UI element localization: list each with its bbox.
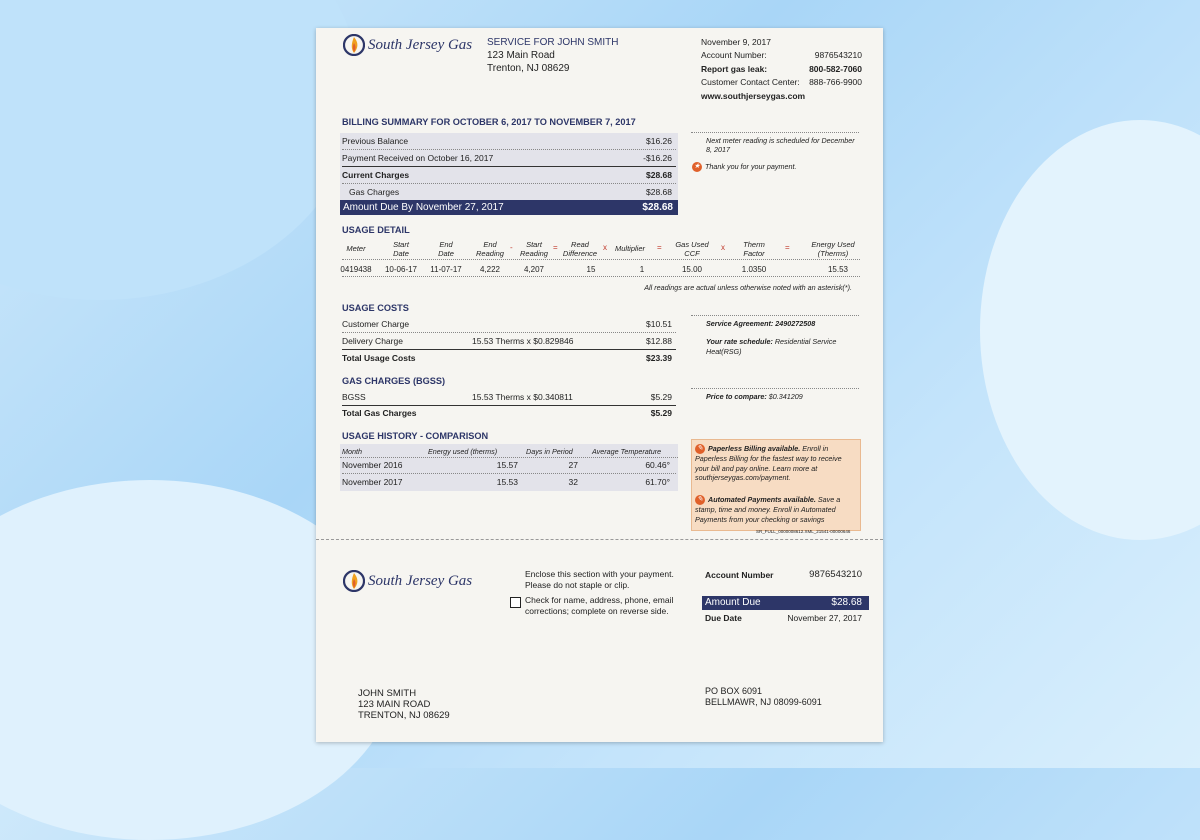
- op-minus: -: [510, 243, 513, 252]
- previous-balance-value: $16.26: [646, 136, 672, 146]
- amount-due-label: Amount Due By November 27, 2017: [343, 202, 504, 213]
- payment-value: -$16.26: [643, 153, 672, 163]
- total-usage-row: [342, 351, 676, 366]
- customer-city: TRENTON, NJ 08629: [358, 710, 450, 721]
- leaf-icon: ✎: [695, 444, 705, 454]
- star-icon: ★: [693, 163, 701, 171]
- op-equals-2: =: [657, 243, 662, 252]
- current-charges-value: $28.68: [646, 170, 672, 180]
- history-energy: 15.53: [496, 477, 518, 487]
- col-energy-used: Energy Used (Therms): [811, 240, 855, 258]
- amount-due-value: $28.68: [642, 202, 673, 213]
- current-charges-label: Current Charges: [342, 170, 410, 180]
- customer-address: [358, 688, 450, 721]
- customer-charge-value: $10.51: [646, 319, 672, 329]
- delivery-charge-row: [342, 334, 676, 350]
- customer-charge-row: [342, 317, 676, 333]
- logo-text: South Jersey Gas: [368, 572, 473, 589]
- remit-address: [705, 686, 822, 708]
- right-divider: [691, 132, 859, 133]
- payment-row: [342, 151, 676, 167]
- end-reading: 4,222: [479, 265, 501, 274]
- company-logo: [343, 34, 472, 56]
- usage-costs-title: USAGE COSTS: [342, 303, 409, 313]
- customer-charge-label: Customer Charge: [342, 319, 410, 329]
- history-month: November 2017: [342, 477, 403, 487]
- start-reading: 4,207: [523, 265, 545, 274]
- right-divider: [691, 315, 859, 316]
- previous-balance-row: [342, 134, 676, 150]
- customer-street: 123 MAIN ROAD: [358, 699, 431, 710]
- website-link[interactable]: www.southjerseygas.com: [701, 91, 806, 101]
- payment-label: Payment Received on October 16, 2017: [342, 153, 494, 163]
- end-date: 11-07-17: [430, 265, 462, 274]
- history-row: [342, 475, 676, 490]
- background-shape: [980, 120, 1200, 540]
- remit-city: BELLMAWR, NJ 08099-6091: [705, 697, 822, 707]
- gas-used: 15.00: [681, 265, 703, 274]
- history-header-days: Days in Period: [526, 447, 573, 456]
- usage-detail-title: USAGE DETAIL: [342, 225, 410, 235]
- contact-center-label: Customer Contact Center:: [701, 77, 800, 87]
- amount-due-bar: [340, 200, 678, 215]
- remit-po-box: PO BOX 6091: [705, 686, 763, 696]
- corrections-text: Check for name, address, phone, email corrections; complete on reverse side.: [525, 595, 674, 616]
- account-number: 9876543210: [814, 50, 862, 60]
- history-days: 27: [568, 460, 578, 470]
- bill-date: November 9, 2017: [701, 37, 771, 47]
- history-month: November 2016: [342, 460, 403, 470]
- gas-charges-row: [342, 185, 676, 200]
- multiplier: 1: [639, 265, 645, 274]
- stub-account-number: 9876543210: [809, 569, 862, 580]
- automated-payments-note: ✎ Automated Payments available. Save a stamp, time and money. Enroll in Automated Payments from your checking or savings: [695, 495, 841, 524]
- usage-header-line: [342, 259, 860, 260]
- col-start-reading: Start Reading: [520, 240, 548, 258]
- col-end-date: End Date: [438, 240, 454, 258]
- start-date: 10-06-17: [384, 265, 418, 274]
- gas-charges-value: $28.68: [646, 187, 672, 197]
- col-start-date: Start Date: [393, 240, 409, 258]
- gas-leak-label: Report gas leak:: [701, 64, 768, 74]
- stub-amount-due-bar: [702, 596, 869, 610]
- customer-name: JOHN SMITH: [358, 688, 417, 699]
- therm-factor: 1.0350: [741, 265, 767, 274]
- gas-charges-label: Gas Charges: [349, 187, 400, 197]
- corrections-checkbox[interactable]: [510, 597, 521, 608]
- energy-used: 15.53: [827, 265, 849, 274]
- leaf-icon: ✎: [695, 495, 705, 505]
- history-header-temp: Average Temperature: [592, 447, 662, 456]
- total-usage-value: $23.39: [646, 353, 672, 363]
- meter-number: 0419438: [340, 265, 372, 274]
- due-date-value: November 27, 2017: [787, 613, 862, 623]
- bgss-label: BGSS: [342, 392, 366, 402]
- total-gas-value: $5.29: [650, 408, 672, 418]
- delivery-charge-label: Delivery Charge: [342, 336, 403, 346]
- right-divider: [691, 388, 859, 389]
- total-usage-label: Total Usage Costs: [342, 353, 416, 363]
- usage-history-title: USAGE HISTORY - COMPARISON: [342, 431, 489, 441]
- account-number-label: Account Number:: [701, 50, 767, 60]
- usage-row-line: [342, 276, 860, 277]
- current-charges-row: [342, 168, 676, 184]
- col-read-difference: Read Difference: [562, 240, 598, 258]
- history-days: 32: [568, 477, 578, 487]
- read-difference: 15: [586, 265, 596, 274]
- background-shape: [0, 0, 360, 300]
- op-times-1: x: [603, 243, 607, 252]
- col-meter: Meter: [346, 244, 366, 253]
- history-row: [342, 458, 676, 474]
- gas-bill-document: [316, 28, 883, 742]
- gas-leak-phone: 800-582-7060: [809, 64, 862, 74]
- enclose-instructions: Enclose this section with your payment. Please do not staple or clip.: [525, 569, 674, 590]
- due-date-label: Due Date: [705, 613, 742, 623]
- history-header-month: Month: [342, 447, 362, 456]
- history-energy: 15.57: [496, 460, 518, 470]
- op-equals-1: =: [553, 243, 558, 252]
- op-times-2: x: [721, 243, 725, 252]
- op-equals-3: =: [785, 243, 790, 252]
- delivery-charge-value: $12.88: [646, 336, 672, 346]
- col-gas-used: Gas Used CCF: [675, 240, 709, 258]
- price-to-compare: Price to compare: $0.341209: [706, 392, 803, 401]
- contact-center-phone: 888-766-9900: [809, 77, 862, 87]
- stub-account-label: Account Number: [705, 570, 774, 580]
- next-meter-note: Next meter reading is scheduled for December 8, 2017: [706, 136, 855, 154]
- flame-logo-icon: [343, 34, 365, 56]
- col-end-reading: End Reading: [476, 240, 504, 258]
- readings-note: All readings are actual unless otherwise noted with an asterisk(*).: [644, 283, 852, 292]
- gas-charges-title: GAS CHARGES (BGSS): [342, 376, 446, 386]
- col-multiplier: Multiplier: [614, 244, 645, 253]
- logo-text: South Jersey Gas: [368, 36, 473, 53]
- total-gas-row: [342, 406, 676, 421]
- previous-balance-label: Previous Balance: [342, 136, 409, 146]
- bgss-value: $5.29: [650, 392, 672, 402]
- tear-line: [316, 539, 883, 540]
- stub-amount-due-label: Amount Due: [705, 597, 761, 608]
- bgss-row: [342, 390, 676, 406]
- delivery-calc: 15.53 Therms x $0.829846: [472, 336, 574, 346]
- service-address-line2: Trenton, NJ 08629: [487, 63, 570, 74]
- billing-summary-title: BILLING SUMMARY FOR OCTOBER 6, 2017 TO NOVEMBER 7, 2017: [342, 117, 636, 127]
- total-gas-label: Total Gas Charges: [342, 408, 417, 418]
- service-for: SERVICE FOR JOHN SMITH: [487, 37, 619, 48]
- thank-you-note: ★ Thank you for your payment.: [693, 162, 797, 171]
- document-code: SR_FULL_0000008612.XML_21541-00000646: [756, 529, 851, 534]
- paperless-billing-note: ✎ Paperless Billing available. Enroll in Paperless Billing for the fastest way to receive your bill and pay online. Learn more at southjerseygas.com/payment.: [695, 444, 842, 483]
- flame-logo-icon: [343, 570, 365, 592]
- service-address-line1: 123 Main Road: [487, 50, 555, 61]
- history-header-energy: Energy used (therms): [428, 447, 498, 456]
- history-temp: 61.70°: [645, 477, 670, 487]
- stub-amount-due-value: $28.68: [831, 597, 862, 608]
- service-agreement: Service Agreement: 2490272508: [706, 319, 816, 328]
- bgss-calc: 15.53 Therms x $0.340811: [472, 392, 573, 402]
- company-logo: [343, 570, 472, 592]
- history-temp: 60.46°: [645, 460, 670, 470]
- col-therm-factor: Therm Factor: [743, 240, 765, 258]
- rate-schedule: Your rate schedule: Residential Service Heat(RSG): [706, 337, 837, 356]
